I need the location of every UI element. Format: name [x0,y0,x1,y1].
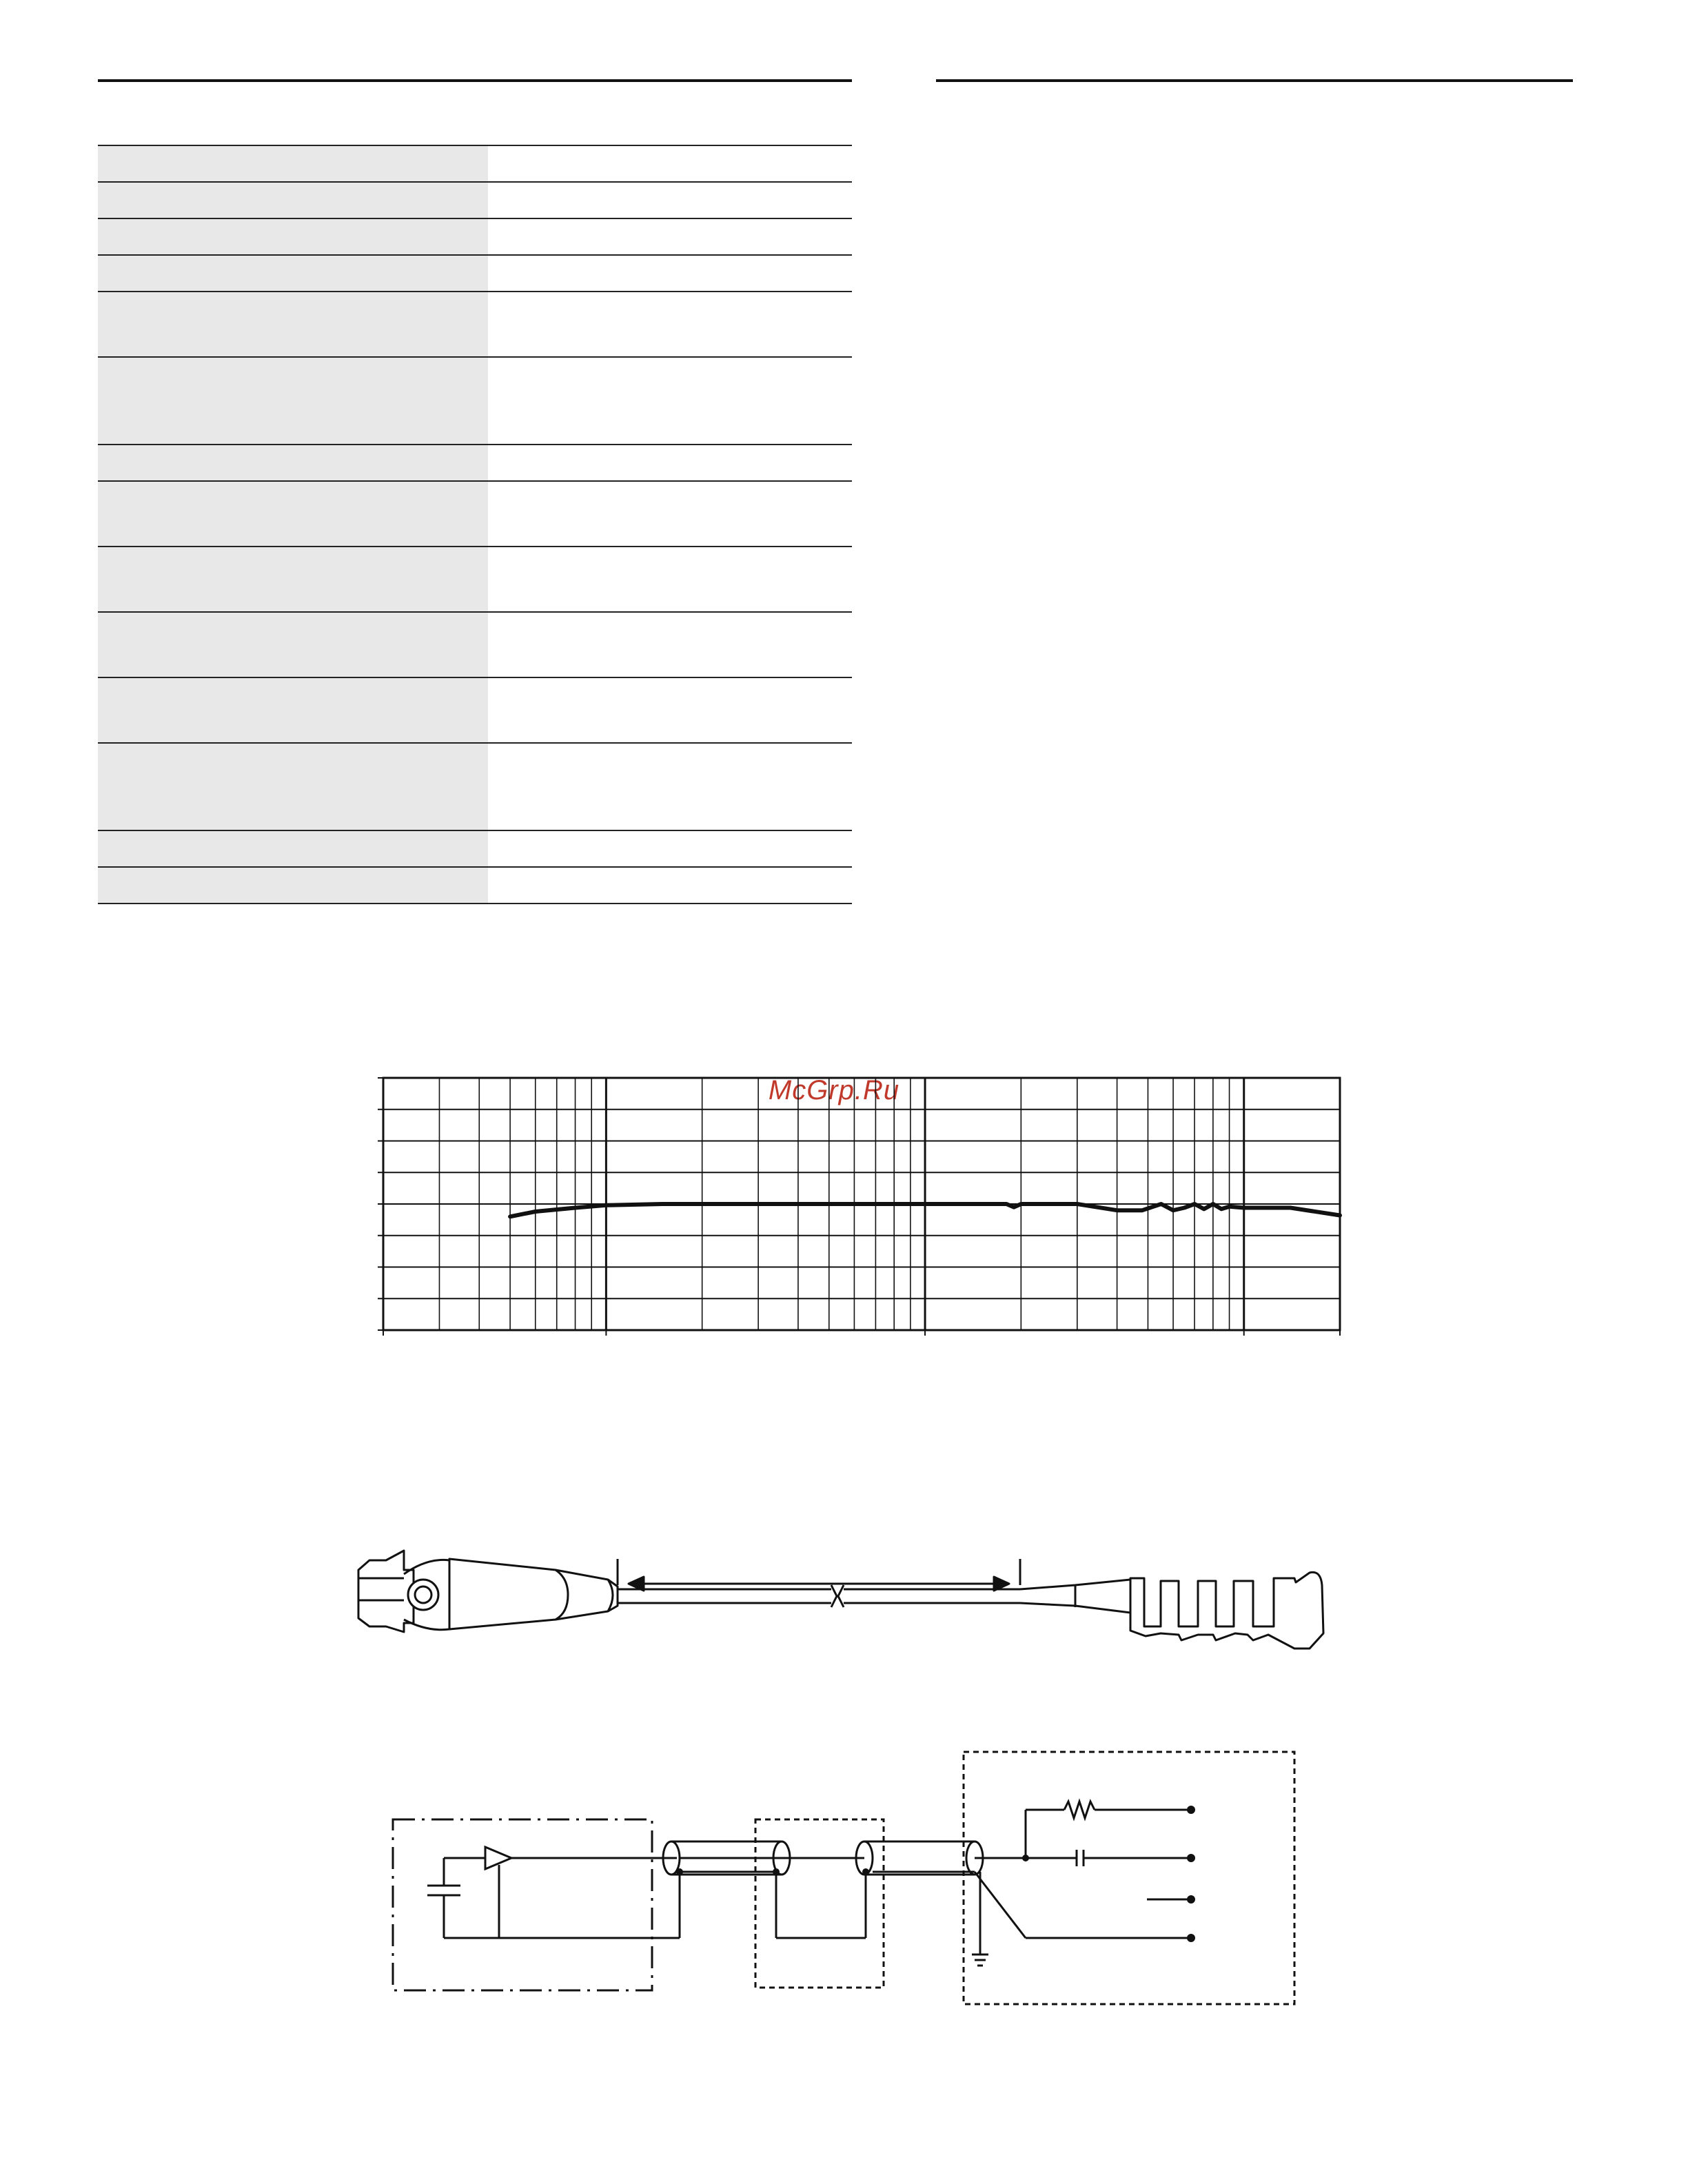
receiver-input-box [964,1752,1294,2004]
resistor-icon [1064,1802,1095,1818]
capacitor-icon [1077,1850,1084,1866]
connector-box [755,1819,884,1988]
watermark-text: McGrp.Ru [768,1075,900,1105]
capsule-capacitor-icon [427,1858,485,1938]
microphone-element-box [393,1819,652,1990]
